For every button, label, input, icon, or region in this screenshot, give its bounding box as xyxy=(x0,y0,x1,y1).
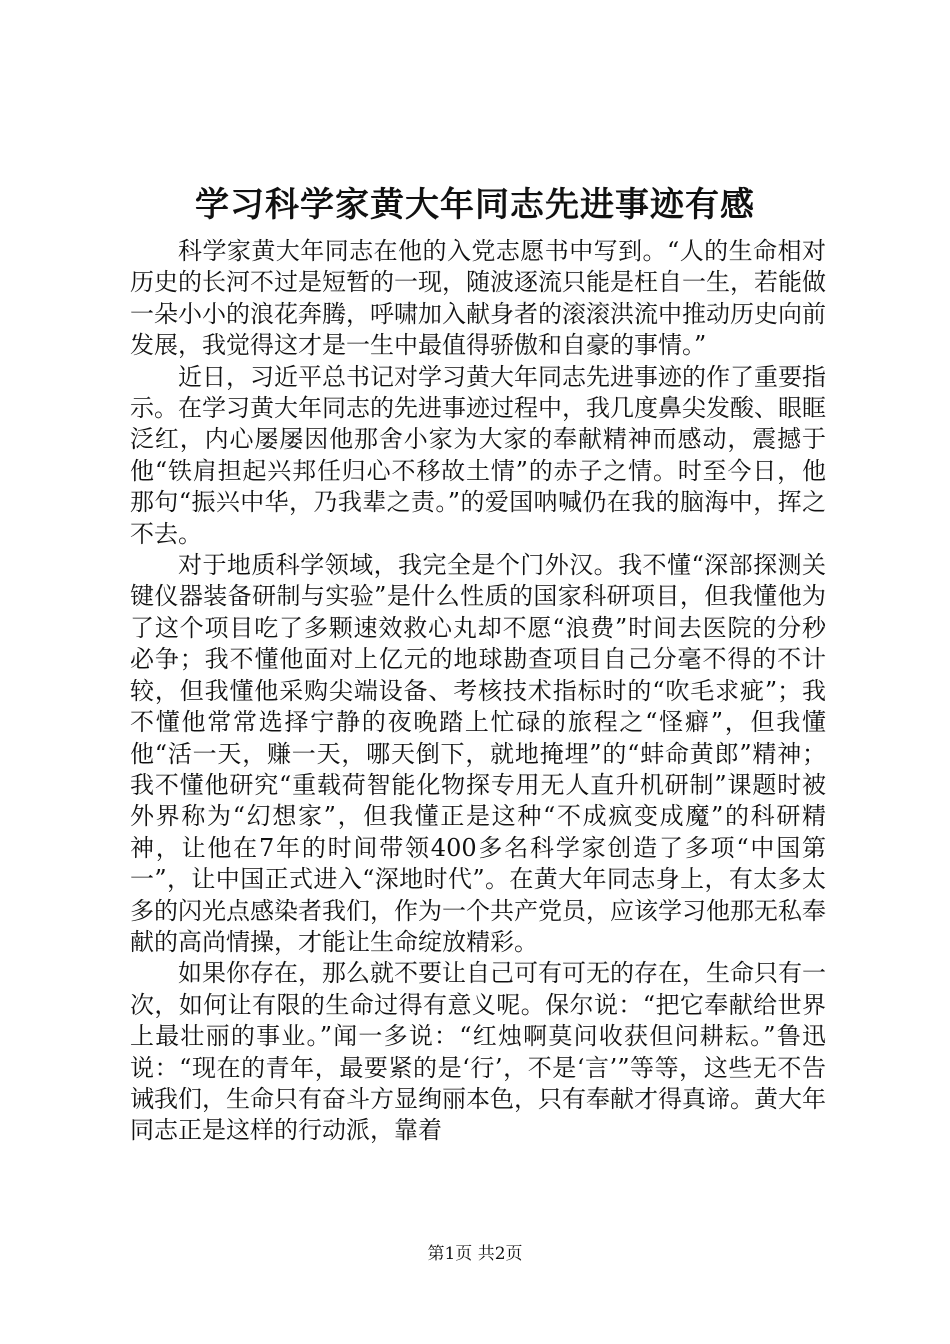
paragraph-4: 如果你存在，那么就不要让自己可有可无的存在，生命只有一次，如何让有限的生命过得有意义呢。保尔说：“把它奉献给世界上最壮丽的事业。”闻一多说：“红烛啊莫问收获但问耕耘。”鲁迅说：“现在的青年，最要紧的是‘行’，不是‘言’”等等，这些无不告诫我们，生命只有奋斗方显绚丽本色，只有奉献才得真谛。黄大年同志正是这样的行动派，靠着 xyxy=(130,959,826,1145)
paragraph-1: 科学家黄大年同志在他的入党志愿书中写到。“人的生命相对历史的长河不过是短暂的一现，随波逐流只能是枉自一生，若能做一朵小小的浪花奔腾，呼啸加入献身者的滚滚洪流中推动历史向前发展，我觉得这才是一生中最值得骄傲和自豪的事情。” xyxy=(130,237,826,360)
paragraph-3: 对于地质科学领域，我完全是个门外汉。我不懂“深部探测关键仪器装备研制与实验”是什么性质的国家科研项目，但我懂他为了这个项目吃了多颗速效救心丸却不愿“浪费”时间去医院的分秒必争；我不懂他面对上亿元的地球勘查项目自己分毫不得的不计较，但我懂他采购尖端设备、考核技术指标时的“吹毛求疵”；我不懂他常常选择宁静的夜晚踏上忙碌的旅程之“怪癖”，但我懂他“活一天，赚一天，哪天倒下，就地掩埋”的“蚌命黄郎”精神；我不懂他研究“重载荷智能化物探专用无人直升机研制”课题时被外界称为“幻想家”，但我懂正是这种“不成疯变成魔”的科研精神，让他在7年的时间带领400多名科学家创造了多项“中国第一”，让中国正式进入“深地时代”。在黄大年同志身上，有太多太多的闪光点感染者我们，作为一个共产党员，应该学习他那无私奉献的高尚情操，才能让生命绽放精彩。 xyxy=(130,551,826,956)
paragraph-2: 近日，习近平总书记对学习黄大年同志先进事迹的作了重要指示。在学习黄大年同志的先进事迹过程中，我几度鼻尖发酸、眼眶泛红，内心屡屡因他那舍小家为大家的奉献精神而感动，震撼于他“铁肩担起兴邦任归心不移故土情”的赤子之情。时至今日，他那句“振兴中华，乃我辈之责。”的爱国呐喊仍在我的脑海中，挥之不去。 xyxy=(130,362,826,548)
document-title: 学习科学家黄大年同志先进事迹有感 xyxy=(195,185,755,225)
document-body xyxy=(130,236,826,1147)
page-footer: 第1页 共2页 xyxy=(427,1244,523,1264)
